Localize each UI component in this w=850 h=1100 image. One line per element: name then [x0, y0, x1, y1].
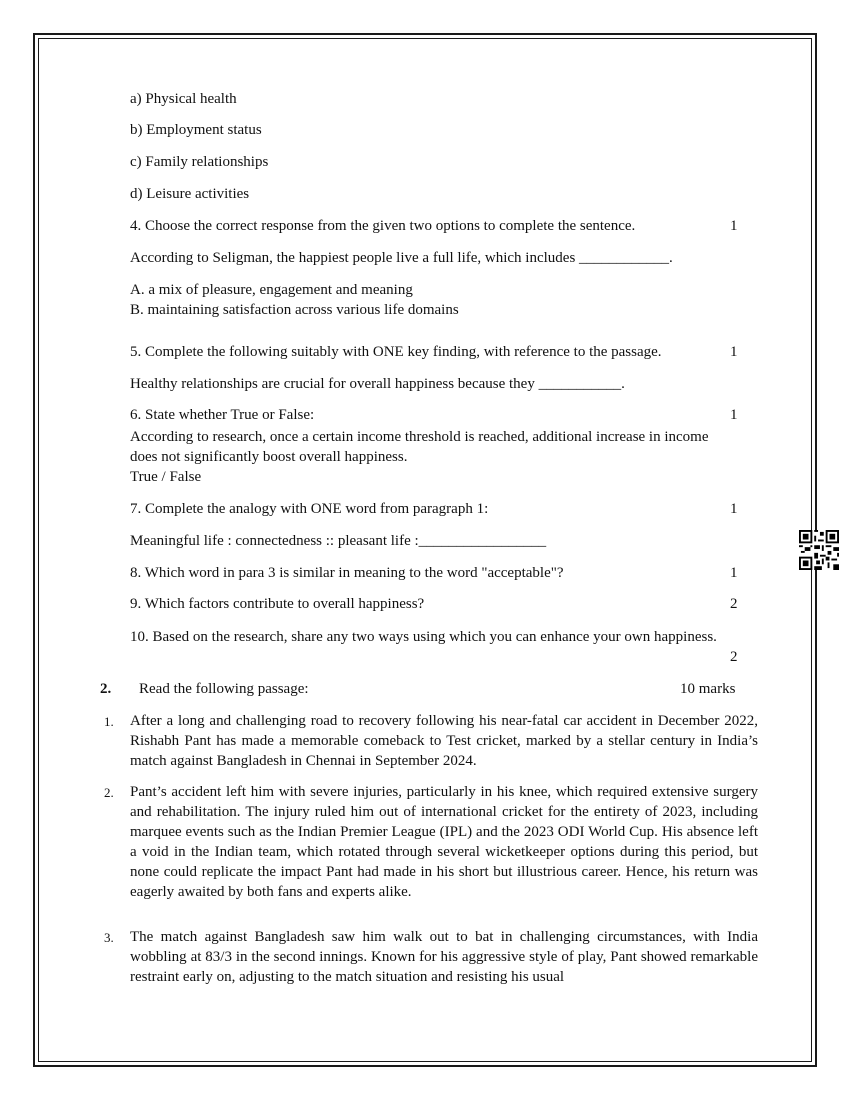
q9-marks: 2 — [730, 596, 738, 612]
q6-statement: According to research, once a certain income threshold is reached, additional increase in income does not significantly boost overall happiness. — [130, 429, 709, 465]
q5-question: 5. Complete the following suitably with ONE key finding, with reference to the passage. — [130, 344, 662, 360]
q4-marks: 1 — [730, 218, 738, 234]
passage-paragraph-3: The match against Bangladesh saw him walk out to bat in challenging circumstances, with India wobbling at 83/3 in the second innings. Known for his aggressive style of play, Pant showed remarkable restraint early on, adjusting to the match situation and resisting his usual — [130, 929, 758, 985]
section-2-marks: 10 marks — [680, 681, 736, 697]
q6-choice: True / False — [130, 469, 202, 485]
q6-marks: 1 — [730, 407, 738, 423]
passage-number-1: 1. — [104, 714, 114, 729]
q3-option-d: d) Leisure activities — [130, 186, 250, 202]
q3-option-c: c) Family relationships — [130, 154, 269, 170]
q3-option-b: b) Employment status — [130, 122, 262, 138]
qr-code-icon — [799, 530, 839, 570]
q8-marks: 1 — [730, 565, 738, 581]
q7-marks: 1 — [730, 501, 738, 517]
q5-stem: Healthy relationships are crucial for overall happiness because they ___________. — [130, 376, 625, 392]
passage-paragraph-2: Pant’s accident left him with severe injuries, particularly in his knee, which required extensive surgery and rehabilitation. The injury ruled him out of international cricket for the entirety of 2023, including marquee events such as the Indian Premier League (IPL) and the 2023 ODI World Cup. His absence left a void in the Indian team, which rotated through several wicketkeeper options during this period, but none could replicate the impact Pant had made in his short but illustrious career. Hence, his return was eagerly awaited by both fans and experts alike. — [130, 784, 758, 900]
q10-question: 10. Based on the research, share any two ways using which you can enhance your own happiness. — [130, 629, 717, 645]
q4-option-b: B. maintaining satisfaction across various life domains — [130, 302, 459, 318]
passage-number-3: 3. — [104, 930, 114, 945]
section-2-number: 2. — [100, 681, 112, 697]
passage-paragraph-1: After a long and challenging road to recovery following his near-fatal car accident in December 2022, Rishabh Pant has made a memorable comeback to Test cricket, marked by a stellar century in India’s match against Bangladesh in Chennai in September 2024. — [130, 713, 758, 769]
q9-question: 9. Which factors contribute to overall happiness? — [130, 596, 425, 612]
q8-question: 8. Which word in para 3 is similar in meaning to the word "acceptable"? — [130, 565, 564, 581]
q4-question: 4. Choose the correct response from the given two options to complete the sentence. — [130, 218, 636, 234]
q5-marks: 1 — [730, 344, 738, 360]
q10-marks: 2 — [730, 649, 738, 665]
q6-question: 6. State whether True or False: — [130, 407, 315, 423]
q3-option-a: a) Physical health — [130, 91, 237, 107]
q4-stem: According to Seligman, the happiest people live a full life, which includes ____________. — [130, 250, 673, 266]
q7-stem: Meaningful life : connectedness :: pleasant life :_________________ — [130, 533, 547, 549]
passage-number-2: 2. — [104, 785, 114, 800]
q4-option-a: A. a mix of pleasure, engagement and meaning — [130, 282, 413, 298]
section-2-instruction: Read the following passage: — [139, 681, 309, 697]
q7-question: 7. Complete the analogy with ONE word from paragraph 1: — [130, 501, 489, 517]
